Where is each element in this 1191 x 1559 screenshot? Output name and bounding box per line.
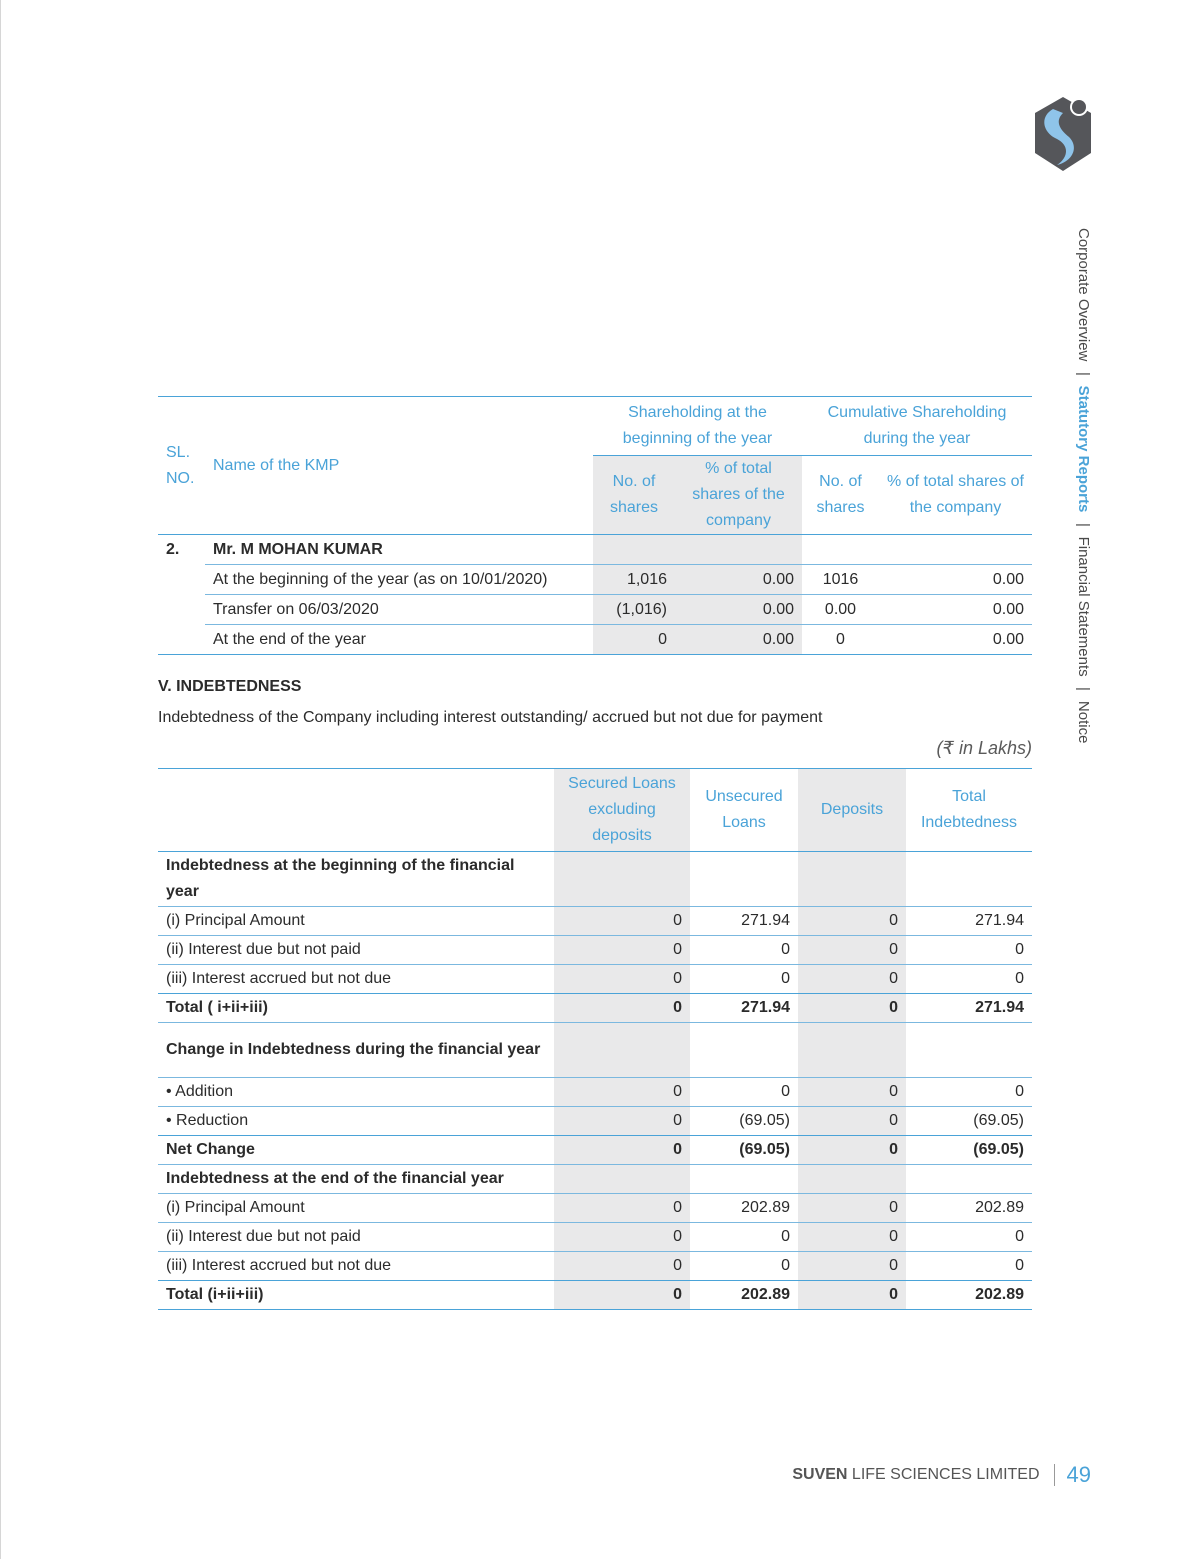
- cell: 0: [554, 994, 690, 1023]
- cell: 0.00: [675, 565, 802, 595]
- nav-statutory-reports[interactable]: Statutory Reports: [1075, 385, 1092, 513]
- table-row: [158, 1078, 1032, 1107]
- cell: 0: [906, 1252, 1032, 1281]
- nav-separator: |: [1075, 522, 1092, 527]
- cell: 0: [554, 1194, 690, 1223]
- cell: 202.89: [906, 1194, 1032, 1223]
- row-label: Net Change: [158, 1136, 554, 1165]
- person-name: Mr. M MOHAN KUMAR: [213, 540, 383, 558]
- group-title: Change in Indebtedness during the financial year: [158, 1023, 554, 1078]
- cell: 0: [554, 1136, 690, 1165]
- group-header-row: [158, 852, 1032, 907]
- cell: 0: [906, 1223, 1032, 1252]
- row-label: • Addition: [158, 1078, 554, 1107]
- cell: 0: [798, 1107, 906, 1136]
- footer-brand: SUVEN: [792, 1466, 848, 1483]
- cell: 202.89: [906, 1281, 1032, 1310]
- cell: 0: [690, 936, 798, 965]
- side-navigation: [1075, 228, 1092, 743]
- cell: 0: [802, 625, 879, 655]
- suven-logo-icon: [1033, 95, 1093, 173]
- row-label: At the end of the year: [205, 625, 593, 655]
- cell: 0.00: [879, 595, 1032, 625]
- col-pct-shares: % of total shares of the company: [675, 456, 802, 535]
- table-row: [158, 1223, 1032, 1252]
- indebtedness-table: [158, 768, 1032, 1310]
- nav-separator: |: [1075, 686, 1092, 691]
- cell: 0: [798, 965, 906, 994]
- table-row: [158, 936, 1032, 965]
- group-header-row: [158, 1165, 1032, 1194]
- cell: 1016: [802, 565, 879, 595]
- cell: 0: [906, 1078, 1032, 1107]
- col-total-indebtedness: Total Indebtedness: [906, 769, 1032, 852]
- cell: 0: [690, 965, 798, 994]
- col-group-beginning: Shareholding at the beginning of the year: [622, 404, 773, 447]
- cell: 0: [798, 1252, 906, 1281]
- total-row: [158, 1281, 1032, 1310]
- row-label: (iii) Interest accrued but not due: [158, 1252, 554, 1281]
- table-row: [158, 965, 1032, 994]
- table-row: [158, 625, 1032, 655]
- table-row: [158, 1252, 1032, 1281]
- row-label: (i) Principal Amount: [158, 1194, 554, 1223]
- page-number: 49: [1066, 1462, 1091, 1487]
- row-label: (i) Principal Amount: [158, 907, 554, 936]
- row-label: (ii) Interest due but not paid: [158, 936, 554, 965]
- kmp-shareholding-table: [158, 396, 1032, 655]
- cell: 0: [798, 1223, 906, 1252]
- table-row: [158, 1107, 1032, 1136]
- nav-financial-statements[interactable]: Financial Statements: [1075, 536, 1092, 677]
- row-label: (iii) Interest accrued but not due: [158, 965, 554, 994]
- group-title: Indebtedness at the end of the financial year: [158, 1165, 554, 1194]
- cell: (1,016): [593, 595, 675, 625]
- cell: 271.94: [906, 994, 1032, 1023]
- cell: 0: [798, 1136, 906, 1165]
- table-row: [158, 1194, 1032, 1223]
- cell: 0: [554, 1078, 690, 1107]
- cell: 0: [798, 994, 906, 1023]
- footer-divider: [1054, 1464, 1055, 1486]
- cell: 0: [690, 1223, 798, 1252]
- cell: (69.05): [906, 1107, 1032, 1136]
- cell: 0.00: [879, 565, 1032, 595]
- unit-label: (₹ in Lakhs): [936, 738, 1032, 758]
- cell: (69.05): [690, 1107, 798, 1136]
- row-label: Total (i+ii+iii): [158, 1281, 554, 1310]
- row-label: Total ( i+ii+iii): [158, 994, 554, 1023]
- row-label: Transfer on 06/03/2020: [205, 595, 593, 625]
- group-title: Indebtedness at the beginning of the financial year: [166, 857, 515, 900]
- cell: 0.00: [675, 595, 802, 625]
- col-deposits: Deposits: [798, 769, 906, 852]
- table-row: [158, 595, 1032, 625]
- table-row: [158, 565, 1032, 595]
- col-no-of-shares: No. of shares: [802, 456, 879, 535]
- row-label: At the beginning of the year (as on 10/01/2020): [205, 565, 593, 595]
- footer-company: LIFE SCIENCES LIMITED: [851, 1466, 1040, 1483]
- cell: 271.94: [690, 994, 798, 1023]
- page-edge: [0, 0, 1, 1559]
- col-pct-shares: % of total shares of the company: [879, 456, 1032, 535]
- section-description: Indebtedness of the Company including interest outstanding/ accrued but not due for payment: [158, 709, 823, 726]
- cell: 0: [906, 965, 1032, 994]
- cell: 202.89: [690, 1194, 798, 1223]
- cell: 0: [554, 1252, 690, 1281]
- cell: 0: [554, 965, 690, 994]
- col-secured-loans: Secured Loans excluding deposits: [554, 769, 690, 852]
- net-change-row: [158, 1136, 1032, 1165]
- cell: 271.94: [906, 907, 1032, 936]
- cell: 0: [798, 1194, 906, 1223]
- cell: 0: [798, 1281, 906, 1310]
- cell: (69.05): [690, 1136, 798, 1165]
- page-footer: [792, 1462, 1091, 1488]
- col-kmp-name: Name of the KMP: [205, 397, 593, 535]
- cell: 0: [554, 1107, 690, 1136]
- row-label: • Reduction: [158, 1107, 554, 1136]
- cell: 0: [554, 1223, 690, 1252]
- cell: 271.94: [690, 907, 798, 936]
- col-sl-no: SL. NO.: [158, 397, 205, 535]
- nav-corporate-overview[interactable]: Corporate Overview: [1075, 228, 1092, 362]
- cell: 0: [690, 1078, 798, 1107]
- nav-separator: |: [1075, 371, 1092, 376]
- cell: 1,016: [593, 565, 675, 595]
- col-unsecured-loans: Unsecured Loans: [690, 769, 798, 852]
- cell: 0: [690, 1252, 798, 1281]
- cell: 0: [554, 1281, 690, 1310]
- person-sl-no: 2.: [166, 540, 180, 558]
- cell: 0: [593, 625, 675, 655]
- cell: 0: [798, 936, 906, 965]
- cell: 0: [798, 1078, 906, 1107]
- col-group-cumulative: Cumulative Shareholding during the year: [827, 404, 1007, 447]
- cell: 0: [906, 936, 1032, 965]
- section-title: V. INDEBTEDNESS: [158, 678, 302, 695]
- nav-notice[interactable]: Notice: [1075, 700, 1092, 744]
- cell: 0.00: [879, 625, 1032, 655]
- cell: 0: [798, 907, 906, 936]
- cell: 0.00: [675, 625, 802, 655]
- cell: 202.89: [690, 1281, 798, 1310]
- group-header-row: [158, 1023, 1032, 1078]
- total-row: [158, 994, 1032, 1023]
- cell: (69.05): [906, 1136, 1032, 1165]
- cell: 0.00: [802, 595, 879, 625]
- cell: 0: [554, 907, 690, 936]
- cell: 0: [554, 936, 690, 965]
- row-label: (ii) Interest due but not paid: [158, 1223, 554, 1252]
- col-no-of-shares: No. of shares: [593, 456, 675, 535]
- table-row: [158, 907, 1032, 936]
